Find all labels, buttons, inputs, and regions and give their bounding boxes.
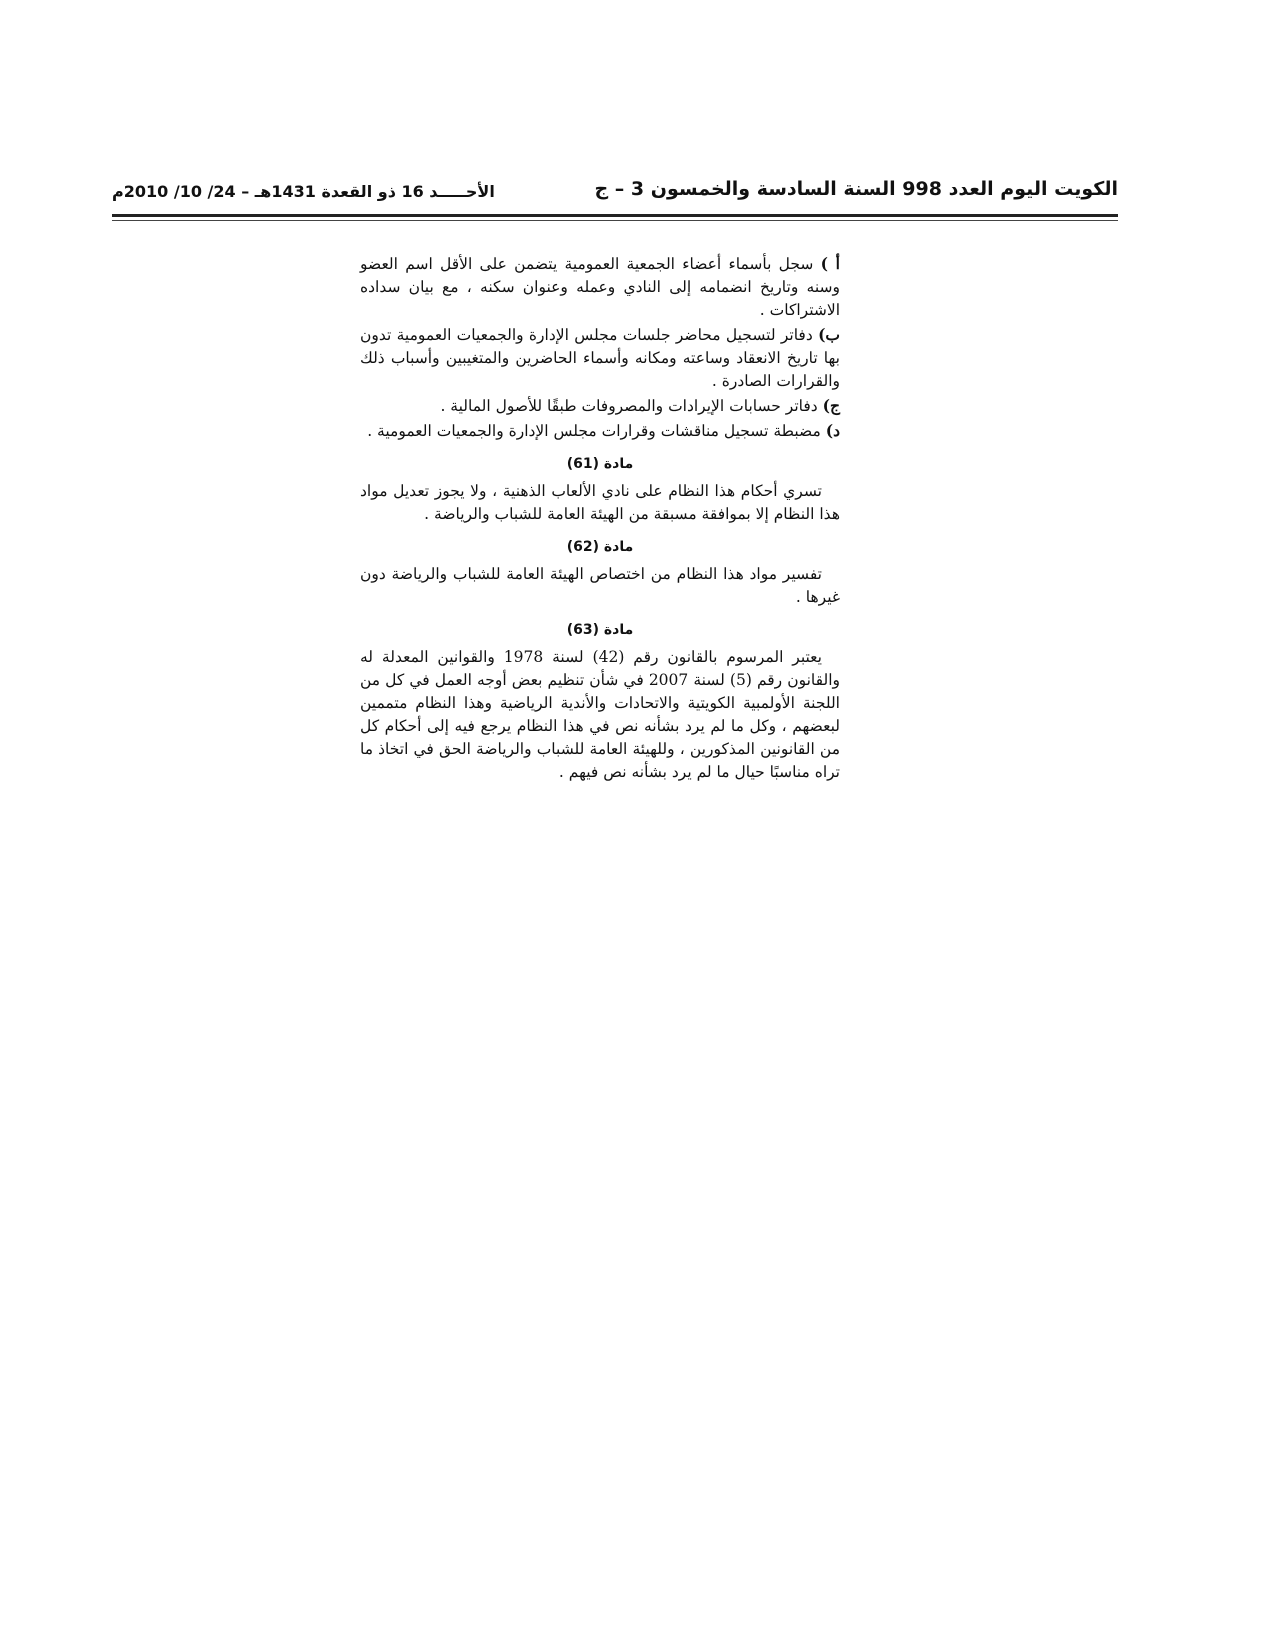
header-rule: [112, 214, 1118, 217]
article-title-61: مادة (61): [566, 456, 634, 472]
item-text: دفاتر حسابات الإيرادات والمصروفات طبقًا للأصول المالية .: [440, 397, 818, 415]
article-title-62: مادة (62): [566, 539, 634, 555]
article-text-61: تسري أحكام هذا النظام على نادي الألعاب الذهنية ، ولا يجوز تعديل مواد هذا النظام إلا بموافقة مسبقة من الهيئة العامة للشباب والرياضة .: [360, 482, 840, 523]
article-title-63: مادة (63): [566, 622, 634, 638]
item-text: مضبطة تسجيل مناقشات وقرارات مجلس الإدارة والجمعيات العمومية .: [367, 422, 821, 440]
article-text-63: يعتبر المرسوم بالقانون رقم (42) لسنة 1978 والقوانين المعدلة له والقانون رقم (5) لسنة 2007 في شأن تنظيم بعض أوجه العمل في كل من اللجنة الأولمبية الكويتية والاتحادات والأندية الرياضية وهذا النظام متممين لبعضهم ، وكل ما لم يرد بشأنه نص في هذا النظام يرجع فيه إلى أحكام كل من القانونين المذكورين ، وللهيئة العامة للشباب والرياضة الحق في اتخاذ ما تراه مناسبًا حيال ما لم يرد بشأنه نص فيهم .: [360, 648, 840, 781]
item-marker: د): [825, 421, 840, 440]
list-item: [360, 323, 840, 393]
item-marker: أ ): [820, 254, 840, 273]
item-marker: ج): [822, 396, 840, 415]
item-marker: ب): [818, 325, 840, 344]
page-header: [112, 178, 1118, 212]
header-rule-thin: [112, 220, 1118, 221]
publication-info: الكويت اليوم العدد 998 السنة السادسة والخمسون 3 – ج: [594, 178, 1118, 200]
article-text-62: تفسير مواد هذا النظام من اختصاص الهيئة العامة للشباب والرياضة دون غيرها .: [360, 565, 840, 606]
item-text: دفاتر لتسجيل محاضر جلسات مجلس الإدارة والجمعيات العمومية تدون بها تاريخ الانعقاد وساعته ومكانه وأسماء الحاضرين والمتغيبين وأسباب ذلك والقرارات الصادرة .: [360, 326, 840, 390]
item-text: سجل بأسماء أعضاء الجمعية العمومية يتضمن على الأقل اسم العضو وسنه وتاريخ انضمامه إلى النادي وعمله وعنوان سكنه ، مع بيان سداده الاشتراكات .: [360, 255, 840, 319]
list-item: [360, 394, 840, 418]
issue-date: الأحـــــد 16 ذو القعدة 1431هـ – 24/ 10/ 2010م: [112, 182, 495, 201]
list-item: [360, 252, 840, 322]
list-item: [360, 419, 840, 443]
document-body: [360, 252, 840, 784]
